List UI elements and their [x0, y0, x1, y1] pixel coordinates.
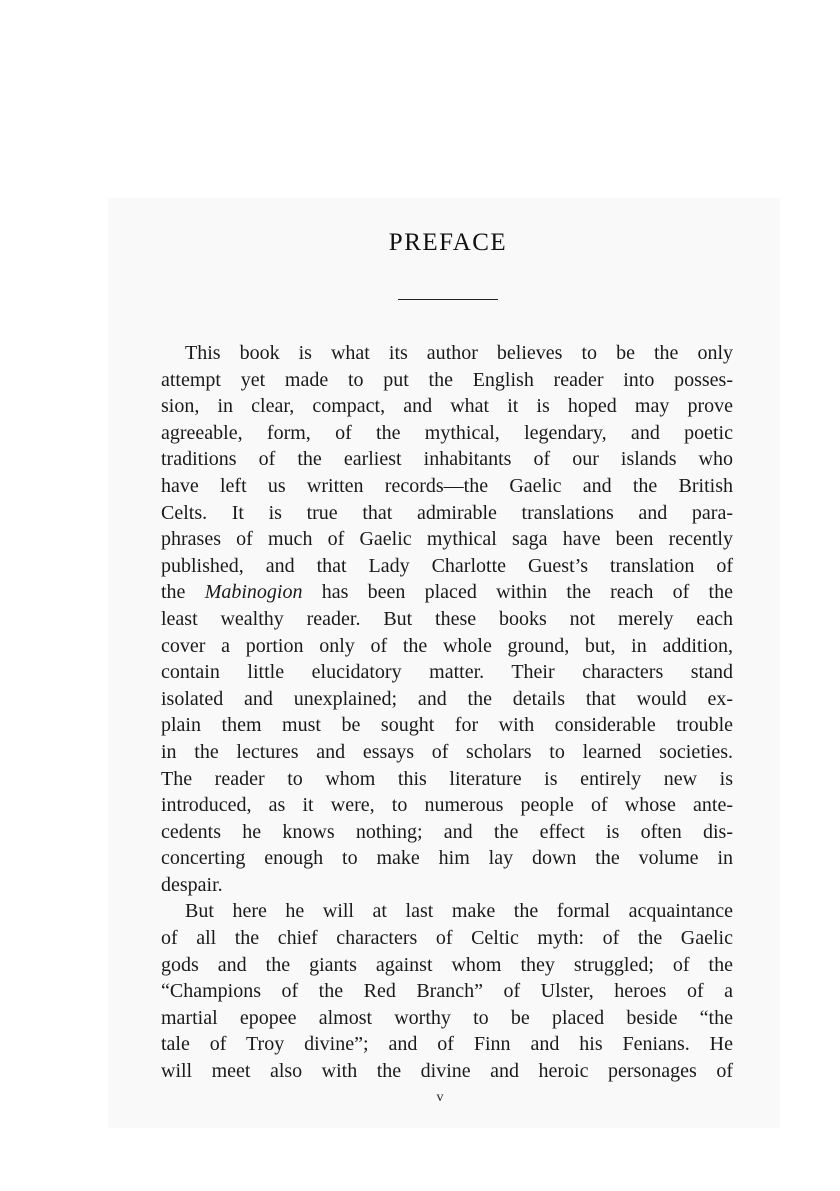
page-number: v [436, 1090, 444, 1105]
text-line: have left us written records—the Gaelic and the British [161, 474, 733, 497]
preface-body [161, 340, 733, 1085]
text-line: isolated and unexplained; and the details that would ex- [161, 687, 733, 710]
text-line: sion, in clear, compact, and what it is hoped may prove [161, 395, 733, 418]
text-line-with-italic-title [161, 579, 733, 606]
text-line: traditions of the earliest inhabitants of our islands who [161, 448, 733, 471]
text-line: introduced, as it were, to numerous people of whose ante- [161, 794, 733, 817]
text-line: This book is what its author believes to be the only [185, 342, 733, 364]
text-line: in the lectures and essays of scholars to learned societies. [161, 740, 733, 763]
text-line: phrases of much of Gaelic mythical saga have been recently [161, 528, 733, 551]
text-line: despair. [161, 873, 223, 896]
page-title: PREFACE [388, 229, 508, 256]
text-line: concerting enough to make him lay down the volume in [161, 847, 733, 870]
paragraph-1 [161, 340, 733, 898]
text-line: Celts. It is true that admirable translations and para- [161, 501, 733, 524]
title-rule [398, 299, 498, 300]
text-line: of all the chief characters of Celtic myth: of the Gaelic [161, 927, 733, 950]
text-line: The reader to whom this literature is entirely new is [161, 767, 733, 790]
text-line: gods and the giants against whom they struggled; of the [161, 953, 733, 976]
text-line: cedents he knows nothing; and the effect is often dis- [161, 820, 733, 843]
text-line: cover a portion only of the whole ground, but, in addition, [161, 634, 733, 657]
text-line: But here he will at last make the formal acquaintance [185, 900, 733, 923]
text-line: agreeable, form, of the mythical, legendary, and poetic [161, 421, 733, 444]
text-line: published, and that Lady Charlotte Guest’s translation of [161, 554, 733, 577]
text-line: plain them must be sought for with considerable trouble [161, 714, 733, 737]
book-title-mabinogion: Mabinogion [204, 581, 303, 604]
text-line: attempt yet made to put the English reader into posses- [161, 368, 733, 391]
text-line: contain little elucidatory matter. Their characters stand [161, 661, 733, 684]
text-fragment: the [161, 581, 205, 604]
text-line: least wealthy reader. But these books not merely each [161, 607, 733, 630]
text-line: martial epopee almost worthy to be placed beside “the [161, 1006, 733, 1029]
text-line: tale of Troy divine”; and of Finn and his Fenians. He [161, 1033, 733, 1056]
paragraph-2 [161, 898, 733, 1084]
text-line: “Champions of the Red Branch” of Ulster, heroes of a [161, 980, 733, 1003]
text-fragment: has been placed within the reach of the [302, 581, 733, 604]
text-line: will meet also with the divine and heroic personages of [161, 1060, 733, 1083]
